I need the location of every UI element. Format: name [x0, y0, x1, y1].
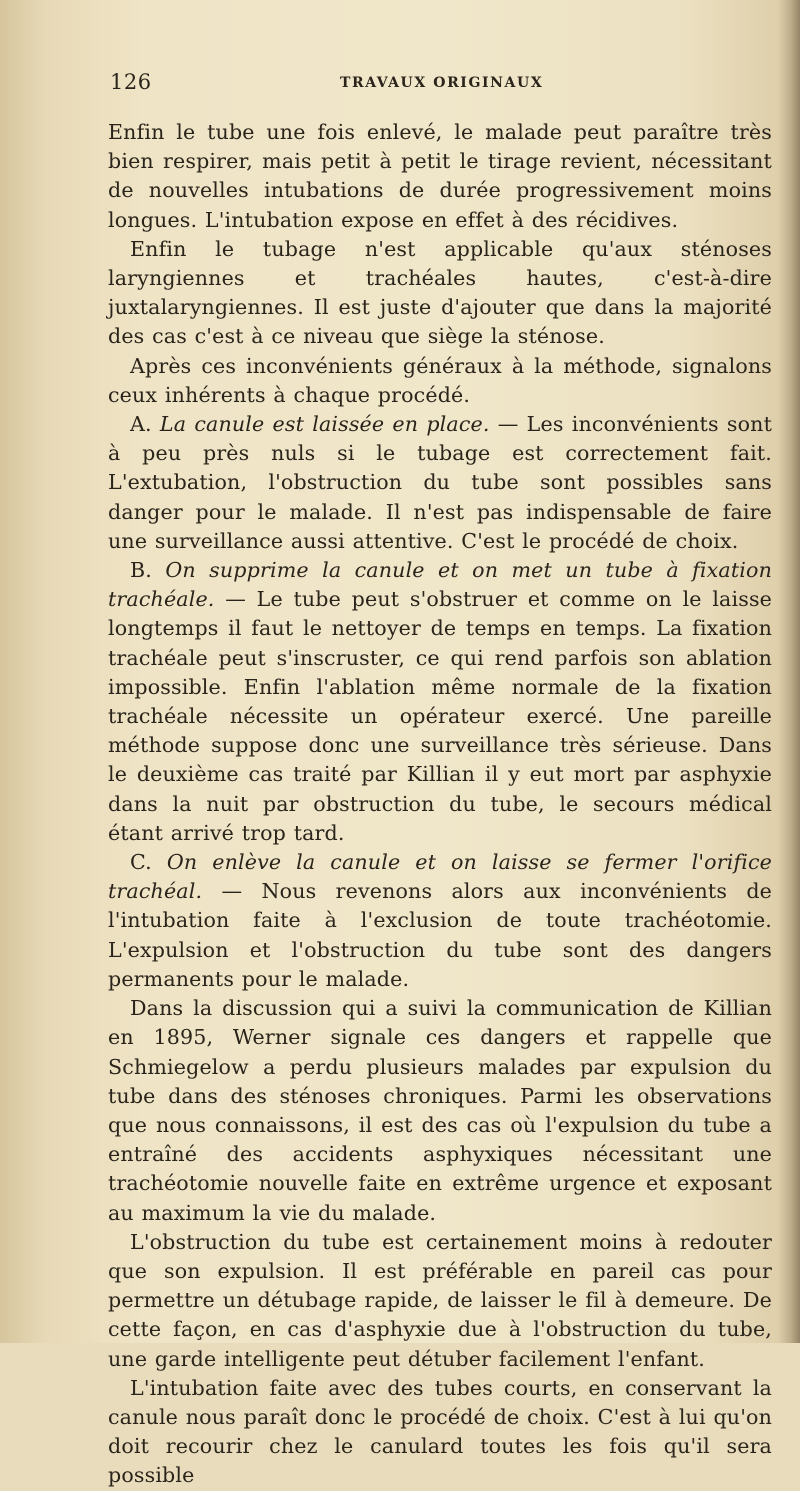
paragraph-text: — Le tube peut s'obstruer et comme on le laisse longtemps il faut le nettoyer de temps en temps. La fixation trachéale peut s'inscruster, ce qui rend parfois son ablation impossible. Enfin l'ablation même normale de la fixation trachéale nécessite un opérateur exercé. Une pareille méthode suppose donc une surveillance très sérieuse. Dans le deuxième cas traité par Killian il y eut mort par asphyxie dans la nuit par obstruction du tube, le secours médical étant arrivé trop tard. [108, 587, 772, 845]
body-text [108, 118, 772, 1491]
section-title: On enlève la canule et on laisse se fermer l'orifice trachéal. [108, 850, 772, 904]
paragraph [108, 994, 772, 1228]
paragraph-text: L'obstruction du tube est certainement moins à redouter que son expulsion. Il est préférable en pareil cas pour permettre un détubage rapide, de laisser le fil à demeure. De cette façon, en cas d'asphyxie due à l'obstruction du tube, une garde intelligente peut détuber facilement l'enfant. [108, 1229, 772, 1371]
paragraph-text: — Les inconvénients sont à peu près nuls si le tubage est correctement fait. L'extubation, l'obstruction du tube sont possibles sans danger pour le malade. Il n'est pas indispensable de faire une surveillance aussi attentive. C'est le procédé de choix. [108, 412, 772, 553]
section-title: On supprime la canule et on met un tube à fixation trachéale. [108, 558, 772, 612]
section-title: La canule est laissée en place. [159, 412, 490, 437]
paragraph-text: Enfin le tubage n'est applicable qu'aux sténoses laryngiennes et trachéales hautes, c'est-à-dire juxtalaryngiennes. Il est juste d'ajouter que dans la majorité des cas c'est à ce niveau que siège la sténose. [108, 236, 772, 349]
paragraph [108, 235, 772, 352]
page-header [108, 68, 772, 98]
page-content [108, 68, 772, 1491]
paragraph [108, 118, 772, 235]
section-lead: C. [130, 850, 152, 875]
section-lead: A. [130, 412, 152, 437]
paragraph [108, 1374, 772, 1491]
paragraph [108, 1228, 772, 1374]
paragraph-text: — Nous revenons alors aux inconvénients de l'intubation faite à l'exclusion de toute trachéotomie. L'expulsion et l'obstruction du tube sont des dangers permanents pour le malade. [108, 879, 772, 991]
section-c-paragraph [108, 848, 772, 994]
page-spine-shadow [778, 0, 800, 1343]
paragraph-text: L'intubation faite avec des tubes courts, en conservant la canule nous paraît donc le procédé de choix. C'est à lui qu'on doit recourir chez le canulard toutes les fois qu'il sera possible [108, 1375, 772, 1488]
paragraph-text: Enfin le tube une fois enlevé, le malade peut paraître très bien respirer, mais petit à petit le tirage revient, nécessitant de nouvelles intubations de durée progressivement moins longues. L'intubation expose en effet à des récidives. [108, 120, 772, 232]
section-a-paragraph [108, 410, 772, 556]
page-number: 126 [110, 70, 152, 94]
paragraph-text: Après ces inconvénients généraux à la méthode, signalons ceux inhérents à chaque procédé. [108, 353, 772, 407]
paragraph [108, 352, 772, 410]
section-b-paragraph [108, 556, 772, 848]
section-lead: B. [130, 558, 152, 583]
paragraph-text: Dans la discussion qui a suivi la communication de Killian en 1895, Werner signale ces dangers et rappelle que Schmiegelow a perdu plusieurs malades par expulsion du tube dans des sténoses chroniques. Parmi les observations que nous connaissons, il est des cas où l'expulsion du tube a entraîné des accidents asphyxiques nécessitant une trachéotomie nouvelle faite en extrême urgence et exposant au maximum la vie du malade. [108, 996, 772, 1225]
running-head: TRAVAUX ORIGINAUX [340, 75, 544, 91]
